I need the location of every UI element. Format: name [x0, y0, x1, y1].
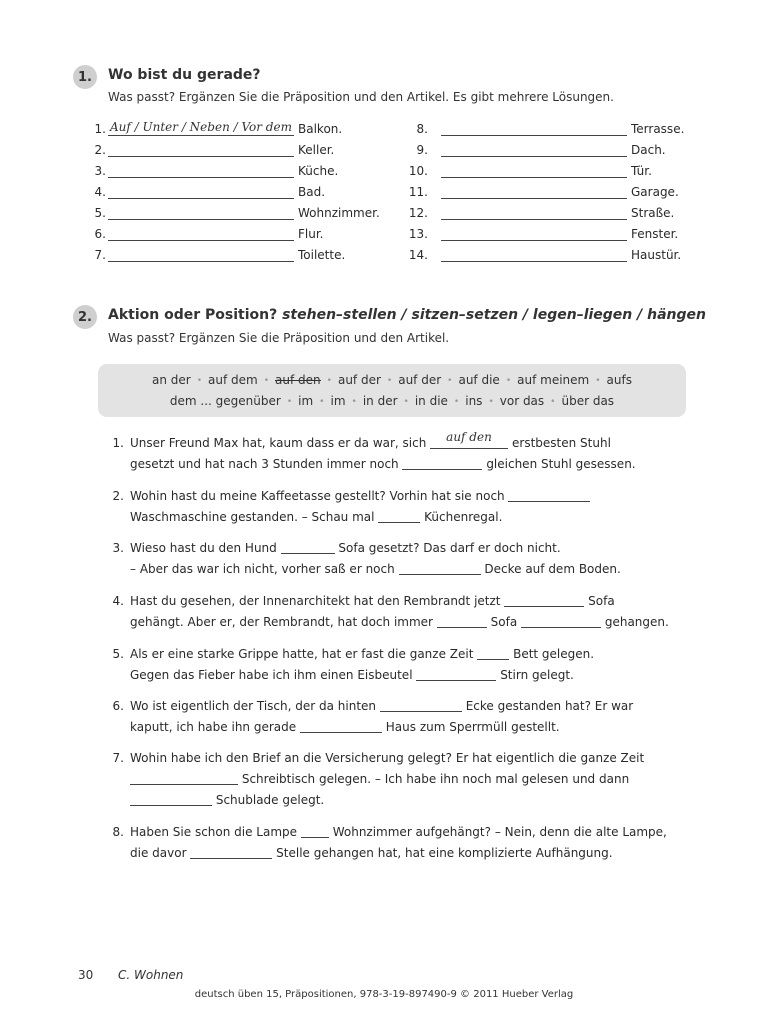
sentence-text: gehängt. Aber er, der Rembrandt, hat doch immer: [130, 615, 433, 629]
exercise-item-7: [108, 748, 708, 811]
answer-blank[interactable]: [130, 791, 212, 806]
sentence-text: Wohin habe ich den Brief an die Versicherung gelegt? Er hat eigentlich die ganze Zeit: [130, 751, 645, 765]
answer-blank[interactable]: [416, 666, 496, 681]
room-word: Dach.: [631, 143, 666, 157]
answer-blank[interactable]: [281, 539, 335, 554]
item-number: 1.: [112, 436, 124, 450]
section-2-title-text: Aktion oder Position?: [108, 307, 278, 323]
word-option: über das: [561, 394, 615, 408]
word-option: auf der: [398, 373, 442, 387]
exercise-item-2: [108, 486, 708, 528]
exercise-1-row: [84, 246, 345, 262]
answer-blank[interactable]: [190, 844, 272, 859]
exercise-1-row: [84, 225, 324, 241]
exercise-1-row: [84, 162, 338, 178]
sentence-text: Schublade gelegt.: [215, 793, 325, 807]
room-word: Flur.: [298, 227, 324, 241]
item-number: 7.: [112, 751, 124, 765]
answer-blank[interactable]: [378, 508, 420, 523]
word-option: dem ... gegenüber: [169, 394, 281, 408]
sentence-text: Waschmaschine gestanden. – Schau mal: [130, 510, 375, 524]
item-number: 3.: [112, 541, 124, 555]
exercise-1-row: [406, 120, 684, 136]
item-number: 4.: [94, 185, 106, 199]
sentence-text: – Aber das war ich nicht, vorher saß er noch: [130, 562, 395, 576]
answer-blank[interactable]: [437, 613, 487, 628]
answer-blank[interactable]: [441, 246, 627, 262]
room-word: Fenster.: [631, 227, 679, 241]
item-number: 14.: [408, 248, 428, 262]
item-number: 11.: [408, 185, 428, 199]
answer-blank[interactable]: [108, 120, 294, 136]
source-credit: deutsch üben 15, Präpositionen, 978-3-19-897490-9 © 2011 Hueber Verlag: [194, 989, 574, 1000]
item-number: 10.: [408, 164, 428, 178]
sentence-text: Unser Freund Max hat, kaum dass er da war, sich: [130, 436, 427, 450]
answer-blank[interactable]: [441, 141, 627, 157]
answer-blank[interactable]: [399, 560, 481, 575]
word-option: aufs: [606, 373, 632, 387]
exercise-1-row: [406, 162, 652, 178]
item-number: 1.: [94, 122, 106, 136]
item-number: 12.: [408, 206, 428, 220]
exercise-1-row: [406, 225, 678, 241]
answer-blank[interactable]: [108, 225, 294, 241]
exercise-item-3: [108, 538, 708, 580]
item-number: 6.: [112, 699, 124, 713]
answer-blank[interactable]: [130, 770, 238, 785]
answer-blank[interactable]: [441, 183, 627, 199]
word-box: [98, 364, 686, 417]
answer-blank[interactable]: [477, 645, 509, 660]
item-number: 6.: [94, 227, 106, 241]
page-number: 30: [78, 968, 94, 982]
exercise-1-row: [84, 204, 380, 220]
sentence-text: gesetzt und hat nach 3 Stunden immer noch: [130, 457, 399, 471]
answer-blank[interactable]: [301, 823, 329, 838]
word-box-line-2: dem ... gegenüber • im • im • in der • in die • ins • vor das • über das: [169, 394, 615, 408]
answer-blank[interactable]: [108, 141, 294, 157]
word-option-crossed: auf den: [275, 373, 321, 387]
sentence-text: Stelle gehangen hat, hat eine komplizierte Aufhängung.: [276, 846, 613, 860]
item-number: 4.: [112, 594, 124, 608]
item-number: 13.: [408, 227, 428, 241]
sentence-text: Wo ist eigentlich der Tisch, der da hinten: [130, 699, 377, 713]
answer-blank[interactable]: [380, 697, 462, 712]
word-option: vor das: [499, 394, 545, 408]
sentence-text: Wohnzimmer aufgehängt? – Nein, denn die alte Lampe,: [332, 825, 667, 839]
section-1-instruction: Was passt? Ergänzen Sie die Präposition und den Artikel. Es gibt mehrere Lösungen.: [108, 90, 614, 104]
item-number: 3.: [94, 164, 106, 178]
handwritten-answer: auf den: [446, 430, 492, 444]
answer-blank[interactable]: [441, 162, 627, 178]
item-number: 7.: [94, 248, 106, 262]
sentence-text: Haus zum Sperrmüll gestellt.: [385, 720, 560, 734]
exercise-item-6: [108, 696, 708, 738]
sentence-text: Ecke gestanden hat? Er war: [465, 699, 634, 713]
sentence-text: die davor: [130, 846, 187, 860]
exercise-1-row: [84, 120, 342, 136]
item-number: 2.: [94, 143, 106, 157]
answer-blank[interactable]: [504, 592, 584, 607]
exercise-1-row: [84, 183, 325, 199]
room-word: Bad.: [298, 185, 326, 199]
word-option: auf die: [458, 373, 500, 387]
answer-blank[interactable]: [508, 487, 590, 502]
item-number: 5.: [94, 206, 106, 220]
answer-blank[interactable]: [108, 204, 294, 220]
item-number: 5.: [112, 647, 124, 661]
exercise-1-row: [406, 183, 679, 199]
exercise-item-1: [108, 430, 708, 475]
section-1-number: 1.: [73, 65, 97, 89]
item-number: 8.: [112, 825, 124, 839]
answer-blank[interactable]: [108, 162, 294, 178]
sentence-text: erstbesten Stuhl: [512, 436, 611, 450]
sentence-text: Gegen das Fieber habe ich ihm einen Eisbeutel: [130, 668, 413, 682]
sentence-text: Wieso hast du den Hund: [130, 541, 277, 555]
exercise-1-row: [406, 141, 666, 157]
section-2-title-verbs: stehen–stellen / sitzen–setzen / legen–liegen / hängen: [282, 307, 706, 323]
word-option: in die: [414, 394, 448, 408]
sentence-text: Bett gelegen.: [513, 647, 595, 661]
answer-blank[interactable]: [300, 718, 382, 733]
sentence-text: Sofa: [490, 615, 518, 629]
section-2-title: [108, 307, 706, 323]
exercise-item-5: [108, 644, 708, 686]
sentence-text: Wohin hast du meine Kaffeetasse gestellt? Vorhin hat sie noch: [130, 489, 505, 503]
sentence-text: Schreibtisch gelegen. – Ich habe ihn noch mal gelesen und dann: [241, 772, 630, 786]
chapter-title: C. Wohnen: [118, 968, 184, 982]
word-option: auf dem: [208, 373, 258, 387]
sentence-text: Als er eine starke Grippe hatte, hat er fast die ganze Zeit: [130, 647, 474, 661]
word-option: ins: [465, 394, 483, 408]
answer-blank[interactable]: [402, 455, 482, 470]
handwritten-answer: Auf / Unter / Neben / Vor dem: [110, 120, 292, 134]
sentence-text: Hast du gesehen, der Innenarchitekt hat den Rembrandt jetzt: [130, 594, 501, 608]
room-word: Toilette.: [298, 248, 346, 262]
room-word: Straße.: [631, 206, 675, 220]
item-number: 2.: [112, 489, 124, 503]
sentence-text: Sofa gesetzt? Das darf er doch nicht.: [338, 541, 561, 555]
word-option: im: [330, 394, 346, 408]
answer-blank[interactable]: [441, 204, 627, 220]
exercise-item-4: [108, 591, 708, 633]
answer-blank[interactable]: [441, 120, 627, 136]
answer-blank[interactable]: [441, 225, 627, 241]
section-2-instruction: Was passt? Ergänzen Sie die Präposition und den Artikel.: [108, 331, 450, 345]
answer-blank[interactable]: [430, 430, 508, 449]
word-option: im: [298, 394, 314, 408]
word-option: in der: [362, 394, 398, 408]
section-1-title: Wo bist du gerade?: [108, 67, 261, 83]
exercise-1-row: [406, 246, 681, 262]
exercise-item-8: [108, 822, 708, 864]
sentence-text: Decke auf dem Boden.: [484, 562, 621, 576]
room-word: Balkon.: [298, 122, 343, 136]
answer-blank[interactable]: [521, 613, 601, 628]
room-word: Garage.: [631, 185, 679, 199]
sentence-text: Küchenregal.: [424, 510, 503, 524]
word-option: auf der: [337, 373, 381, 387]
answer-blank[interactable]: [108, 246, 294, 262]
item-number: 9.: [416, 143, 428, 157]
answer-blank[interactable]: [108, 183, 294, 199]
room-word: Haustür.: [631, 248, 682, 262]
room-word: Küche.: [298, 164, 339, 178]
room-word: Terrasse.: [631, 122, 685, 136]
sentence-text: Haben Sie schon die Lampe: [130, 825, 298, 839]
sentence-text: gehangen.: [604, 615, 669, 629]
room-word: Keller.: [298, 143, 335, 157]
exercise-1-row: [84, 141, 334, 157]
exercise-1-row: [406, 204, 674, 220]
room-word: Wohnzimmer.: [298, 206, 380, 220]
word-option: auf meinem: [517, 373, 590, 387]
sentence-text: gleichen Stuhl gesessen.: [486, 457, 636, 471]
word-box-line-1: an der • auf dem • auf den • auf der • auf der • auf die • auf meinem • aufs: [152, 373, 632, 387]
sentence-text: Stirn gelegt.: [500, 668, 574, 682]
room-word: Tür.: [631, 164, 652, 178]
sentence-text: kaputt, ich habe ihn gerade: [130, 720, 297, 734]
item-number: 8.: [416, 122, 428, 136]
sentence-text: Sofa: [588, 594, 615, 608]
section-2-number: 2.: [73, 305, 97, 329]
word-option: an der: [152, 373, 191, 387]
